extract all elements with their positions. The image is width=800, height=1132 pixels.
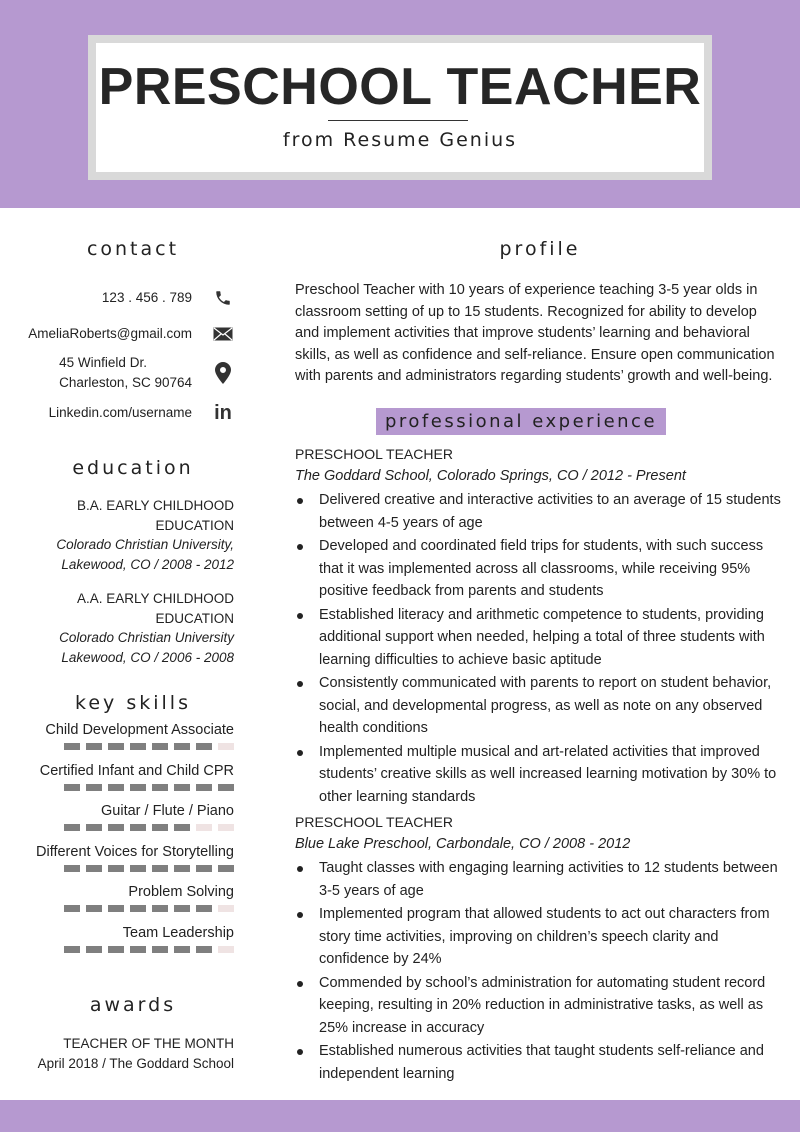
skill-segment [196, 743, 212, 750]
linkedin-icon: in [214, 402, 232, 424]
skill-segment [108, 743, 124, 750]
skill-name: Problem Solving [128, 884, 234, 900]
skill-segment [152, 865, 168, 872]
education-heading: education [72, 457, 194, 479]
skill-segment [196, 824, 212, 831]
skill-level-bar [10, 784, 234, 791]
school: Colorado Christian University, [56, 537, 234, 552]
degree: A.A. EARLY CHILDHOOD [76, 591, 234, 606]
envelope-icon [212, 327, 234, 341]
job-bullet: Consistently communicated with parents to report on student behavior, social, and developmental progress, as well as note on any observed health conditions [295, 672, 785, 740]
education-item [20, 589, 234, 667]
contact-heading: contact [86, 238, 180, 260]
skill-level-bar [10, 905, 234, 912]
skill-segment [196, 865, 212, 872]
contact-email [0, 324, 234, 344]
job-bullet: Implemented program that allowed students to act out characters from story time activities, improving on children’s speech clarity and confidence by 24% [295, 903, 785, 971]
skill-item [10, 763, 234, 791]
skill-segment [108, 865, 124, 872]
award-item [20, 1034, 234, 1073]
skill-segment [174, 905, 190, 912]
award-detail: April 2018 / The Goddard School [37, 1055, 234, 1071]
skill-name: Different Voices for Storytelling [36, 843, 234, 860]
resume-subtitle: from Resume Genius [282, 129, 518, 151]
skill-segment [86, 824, 102, 831]
skill-level-bar [10, 946, 234, 953]
skill-segment [86, 865, 102, 872]
skill-item [10, 925, 234, 953]
skill-level-bar [10, 824, 234, 831]
skill-segment [196, 946, 212, 953]
school: Lakewood, CO / 2006 - 2008 [61, 649, 234, 665]
profile-text: Preschool Teacher with 10 years of experience teaching 3-5 year olds in classroom setting of up to 15 students. Recognized for ability to develop and implement activities that improve students’ learning and behavioral skills, as well as confidence and self-reliance. Ensure open communication with parents and administrators regarding students’ growth and well-being. [295, 282, 775, 384]
job-title: PRESCHOOL TEACHER [295, 446, 453, 462]
skill-segment [86, 784, 102, 791]
experience-heading: professional experience [376, 408, 666, 435]
skill-segment [218, 784, 234, 791]
job-entry [295, 444, 785, 808]
phone-text: 123 . 456 . 789 [101, 290, 192, 305]
skill-name: Certified Infant and Child CPR [39, 762, 234, 779]
skill-segment [152, 784, 168, 791]
skill-segment [108, 824, 124, 831]
skill-level-bar [10, 865, 234, 872]
skill-segment [196, 784, 212, 791]
skill-segment [64, 905, 80, 912]
skill-segment [218, 946, 234, 953]
skill-segment [86, 905, 102, 912]
address-text: 45 Winfield Dr. Charleston, SC 90764 [59, 355, 192, 390]
profile-heading: profile [499, 238, 581, 260]
skill-segment [130, 946, 146, 953]
linkedin-text[interactable]: Linkedin.com/username [48, 405, 192, 420]
skill-segment [108, 905, 124, 912]
job-bullet: Developed and coordinated field trips for students, with such success that it was implemented across all classrooms, while receiving 95% positive feedback from parents and students [295, 535, 785, 603]
phone-icon [212, 289, 234, 307]
job-bullet: Delivered creative and interactive activities to an average of 15 students between 4-5 years of age [295, 489, 785, 534]
degree: EDUCATION [155, 610, 234, 626]
skill-segment [152, 946, 168, 953]
skill-segment [174, 743, 190, 750]
title-divider [328, 120, 468, 121]
skill-segment [64, 824, 80, 831]
contact-address [0, 353, 234, 393]
school: Lakewood, CO / 2008 - 2012 [61, 556, 234, 572]
skill-segment [64, 784, 80, 791]
skill-item [10, 803, 234, 831]
skill-segment [130, 865, 146, 872]
skill-name: Child Development Associate [45, 722, 234, 738]
job-bullet: Established literacy and arithmetic competence to students, providing additional support when needed, helping a total of three students with learning difficulties to achieve basic aptitude [295, 604, 785, 672]
map-pin-icon [212, 362, 234, 384]
title-box [88, 35, 712, 180]
experience-list [295, 444, 785, 1086]
skill-segment [64, 946, 80, 953]
skill-segment [218, 865, 234, 872]
skill-segment [174, 946, 190, 953]
skill-segment [130, 743, 146, 750]
resume-title: PRESCHOOL TEACHER [98, 58, 702, 116]
skill-segment [64, 865, 80, 872]
skill-segment [174, 865, 190, 872]
skill-segment [86, 946, 102, 953]
job-bullet: Commended by school’s administration for automating student record keeping, resulting in 20% reduction in administrative tasks, as well as 25% increase in accuracy [295, 972, 785, 1040]
skill-segment [108, 784, 124, 791]
skill-segment [152, 905, 168, 912]
job-bullet: Established numerous activities that taught students self-reliance and independent learning [295, 1040, 785, 1085]
job-entry [295, 812, 785, 1085]
awards-heading: awards [89, 994, 177, 1016]
skill-segment [152, 824, 168, 831]
skill-item [10, 884, 234, 912]
degree: EDUCATION [155, 517, 234, 533]
skill-segment [174, 824, 190, 831]
skill-name: Guitar / Flute / Piano [101, 803, 234, 819]
skill-segment [130, 824, 146, 831]
school: Colorado Christian University [59, 630, 234, 645]
skill-segment [174, 784, 190, 791]
skill-segment [64, 743, 80, 750]
footer-band [0, 1100, 800, 1132]
skill-level-bar [10, 743, 234, 750]
skill-segment [218, 743, 234, 750]
skill-item [10, 722, 234, 750]
education-item [20, 496, 234, 574]
job-bullets [295, 489, 785, 808]
job-bullets [295, 857, 785, 1085]
skill-segment [196, 905, 212, 912]
skill-segment [130, 784, 146, 791]
skill-segment [108, 946, 124, 953]
skill-segment [86, 743, 102, 750]
skill-segment [152, 743, 168, 750]
skill-segment [218, 824, 234, 831]
contact-linkedin [0, 403, 234, 423]
job-title: PRESCHOOL TEACHER [295, 814, 453, 830]
contact-phone [0, 288, 234, 308]
skill-segment [218, 905, 234, 912]
job-company: The Goddard School, Colorado Springs, CO / 2012 - Present [295, 468, 686, 484]
job-bullet: Implemented multiple musical and art-related activities that improved students’ creative skills as well increased learning motivation by 30% to other learning standards [295, 741, 785, 809]
job-bullet: Taught classes with engaging learning activities to 12 students between 3-5 years of age [295, 857, 785, 902]
job-company: Blue Lake Preschool, Carbondale, CO / 2008 - 2012 [295, 836, 631, 852]
email-text[interactable]: AmeliaRoberts@gmail.com [28, 326, 192, 341]
degree: B.A. EARLY CHILDHOOD [76, 498, 234, 513]
skill-item [10, 844, 234, 872]
skill-segment [130, 905, 146, 912]
award-title: TEACHER OF THE MONTH [63, 1036, 234, 1051]
skills-heading: key skills [75, 692, 191, 714]
skill-name: Team Leadership [122, 924, 234, 941]
